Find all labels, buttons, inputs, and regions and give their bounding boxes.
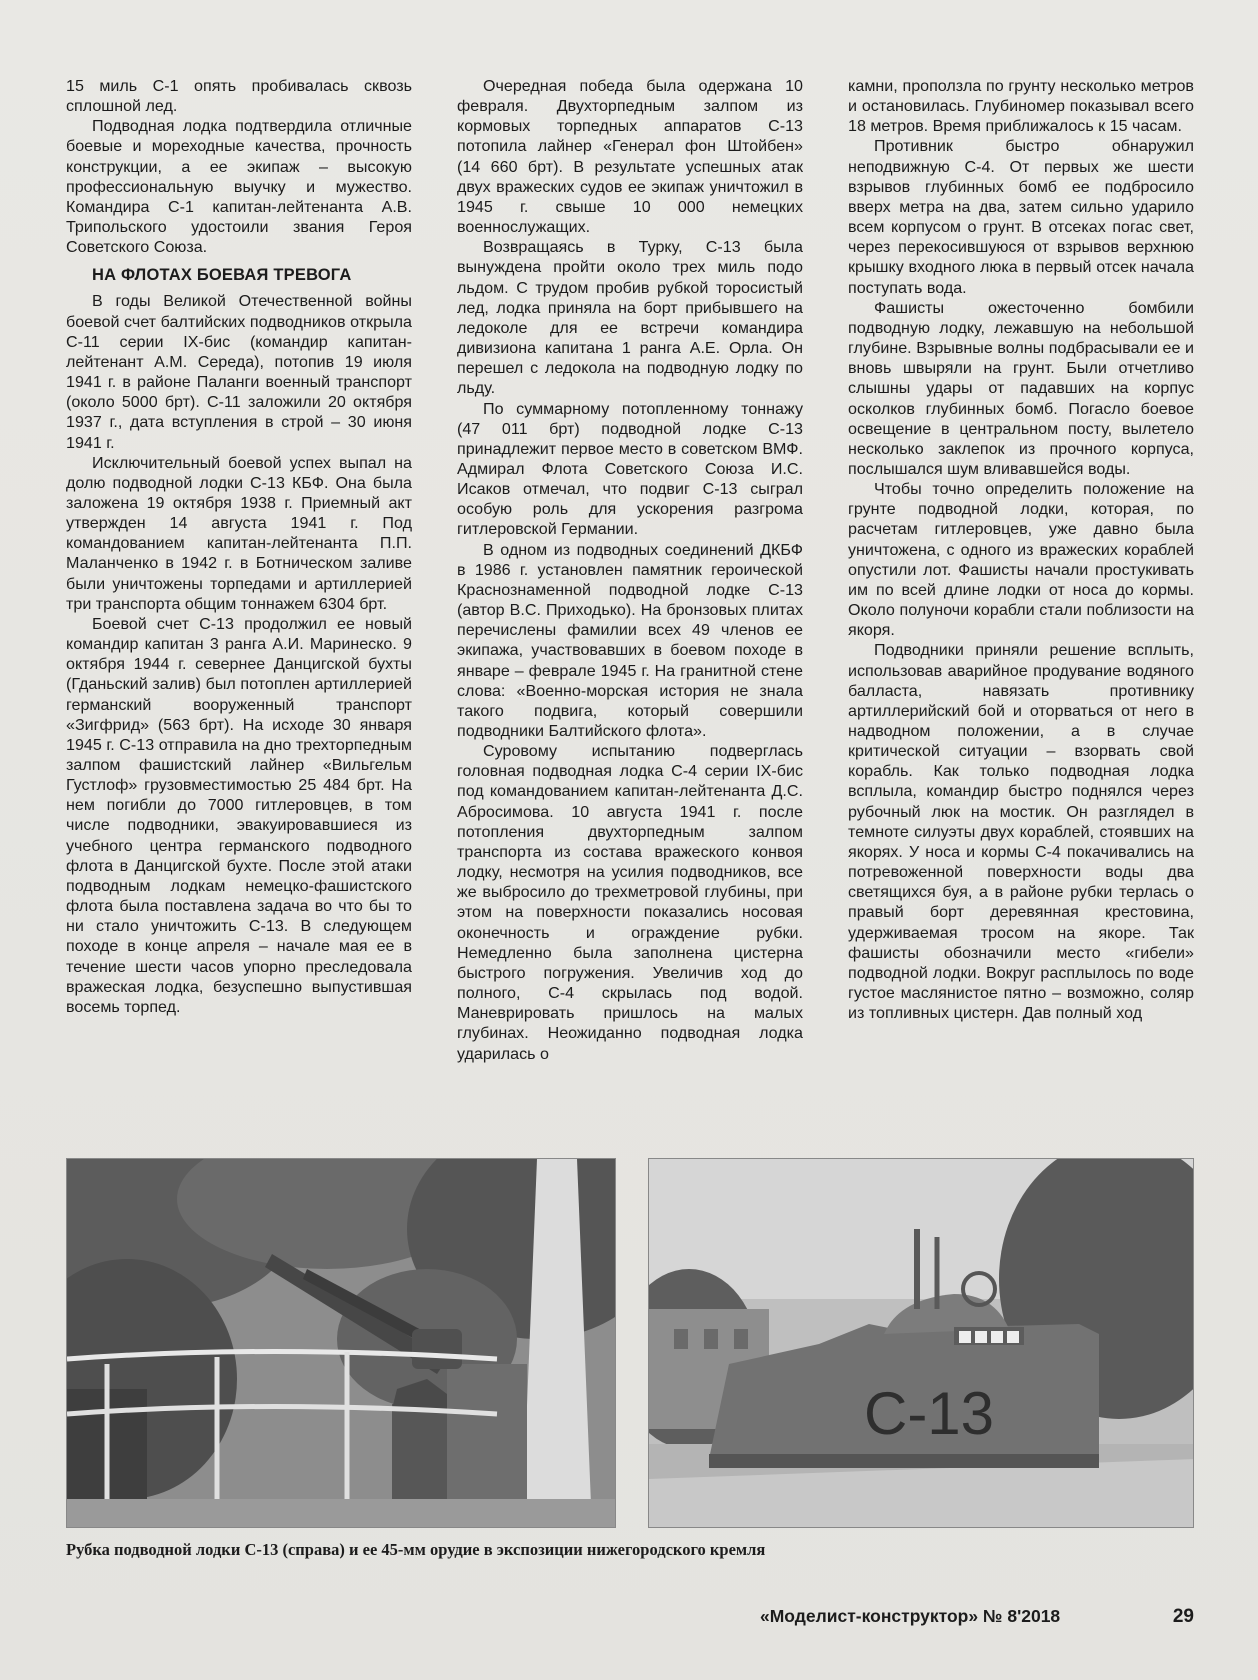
- paragraph: Возвращаясь в Турку, С-13 была вынуждена пройти около трех миль подо льдом. С трудом пробив рубкой торосистый лед, лодка приняла на борт прибывшего на ледоколе для ее встречи командира дивизиона капитана 1 ранга А.Е. Орла. Он перешел с ледокола на подводную лодку по льду.: [457, 238, 803, 398]
- paragraph: По суммарному потопленному тоннажу (47 011 брт) подводной лодке С-13 принадлежит первое место в советском ВМФ. Адмирал Флота Советского Союза И.С. Исаков отмечал, что подвиг С-13 сыграл особую роль для ускорения разгрома гитлеровской Германии.: [457, 399, 803, 539]
- paragraph: Боевой счет С-13 продолжил ее новый командир капитан 3 ранга А.И. Маринеско. 9 октября 1944 г. севернее Данцигской бухты (Гданьский залив) был потоплен артиллерией германский вооруженный транспорт «Зигфрид» (563 брт). На исходе 30 января 1945 г. С-13 отправила на дно трехторпедным залпом фашистский лайнер «Вильгельм Густлоф» грузовместимостью 25 484 брт. На нем погибли до 7000 гитлеровцев, в том числе подводники, эвакуировавшиеся из учебного центра германского подводного флота в Данцигской бухте. После этой атаки подводным лодкам немецко-фашистского флота была поставлена задача во что бы то ни стало уничтожить С-13. В следующем походе в конце апреля – начале мая ее в течение шести часов упорно преследовала вражеская лодка, безуспешно выпустившая восемь торпед.: [66, 614, 412, 1016]
- gun-photo-illustration: [67, 1159, 616, 1528]
- page-footer: [760, 1606, 1194, 1628]
- paragraph: 15 миль С-1 опять пробивалась сквозь сплошной лед.: [66, 77, 412, 116]
- paragraph: В годы Великой Отечественной войны боевой счет балтийских подводников открыла С-11 серии IX-бис (командир капитан-лейтенант А.М. Середа), потопив 19 июля 1941 г. в районе Паланги военный транспорт (около 5000 брт). С-11 заложили 20 октября 1937 г., дата вступления в строй – 30 июня 1941 г.: [66, 292, 412, 452]
- magazine-issue: «Моделист-конструктор» № 8'2018: [760, 1606, 1061, 1626]
- conning-tower-illustration: [649, 1159, 1194, 1528]
- page-number: 29: [1172, 1606, 1194, 1627]
- column-2: [457, 76, 803, 1146]
- paragraph: Противник быстро обнаружил неподвижную С-4. От первых же шести взрывов глубинных бомб ее подбросило вверх метра на два, затем сильно ударило всем корпусом о грунт. В отсеках погас свет, через перекосившуюся от взрывов верхнюю крышку входного люка в первый отсек начала поступать вода.: [848, 137, 1194, 297]
- photo-conning-tower: [648, 1158, 1194, 1528]
- article-columns: [66, 76, 1194, 1146]
- paragraph: Подводная лодка подтвердила отличные боевые и мореходные качества, прочность конструкции, а ее экипаж – высокую профессиональную выучку и мужество. Командира С-1 капитан-лейтенанта А.В. Трипольского удостоили звания Героя Советского Союза.: [66, 117, 412, 257]
- column-3: [848, 76, 1194, 1146]
- photo-caption: Рубка подводной лодки С-13 (справа) и ее 45-мм орудие в экспозиции нижегородского кремля: [66, 1540, 766, 1559]
- paragraph: Фашисты ожесточенно бомбили подводную лодку, лежавшую на небольшой глубине. Взрывные волны подбрасывали ее и вновь швыряли на грунт. Были отчетливо слышны удары от падавших на корпус осколков глубинных бомб. Погасло боевое освещение в центральном посту, вылетело несколько заклепок из прочного корпуса, послышался шум вливавшейся воды.: [848, 298, 1194, 478]
- section-heading: НА ФЛОТАХ БОЕВАЯ ТРЕВОГА: [92, 266, 352, 285]
- photo-gun: [66, 1158, 616, 1528]
- paragraph: Исключительный боевой успех выпал на долю подводной лодки С-13 КБФ. Она была заложена 19 октября 1938 г. Приемный акт утвержден 14 августа 1941 г. Под командованием капитан-лейтенанта П.П. Маланченко в 1942 г. в Ботническом заливе были уничтожены торпедами и артиллерией три транспорта общим тоннажем 6304 брт.: [66, 453, 412, 613]
- hull-number: С-13: [864, 1380, 995, 1447]
- paragraph: В одном из подводных соединений ДКБФ в 1986 г. установлен памятник героической Краснознаменной подводной лодке С-13 (автор В.С. Приходько). На бронзовых плитах перечислены фамилии всех 49 членов ее экипажа, участвовавших в боевом походе в январе – феврале 1945 г. На гранитной стене слова: «Военно-морская история не знала такого подвига, который совершили подводники Балтийского флота».: [457, 540, 803, 740]
- paragraph: Очередная победа была одержана 10 февраля. Двухторпедным залпом из кормовых торпедных аппаратов С-13 потопила лайнер «Генерал фон Штойбен» (14 660 брт). В результате успешных атак двух вражеских судов ее экипаж уничтожил в 1945 г. свыше 10 000 немецких военнослужащих.: [457, 77, 803, 237]
- paragraph: камни, проползла по грунту несколько метров и остановилась. Глубиномер показывал всего 18 метров. Время приближалось к 15 часам.: [848, 77, 1194, 136]
- paragraph: Чтобы точно определить положение на грунте подводной лодки, которая, по расчетам гитлеровцев, уже давно была уничтожена, с одного из вражеских кораблей опустили лот. Фашисты начали простукивать им по всей длине лодки от носа до кормы. Около полуночи корабли стали поблизости на якоря.: [848, 480, 1194, 640]
- photo-row: [66, 1158, 1194, 1528]
- column-1: [66, 76, 412, 1146]
- paragraph: Суровому испытанию подверглась головная подводная лодка С-4 серии IX-бис под командованием капитан-лейтенанта Д.С. Абросимова. 10 августа 1941 г. после потопления двухторпедным залпом транспорта из состава вражеского конвоя лодку, несмотря на усилия подводников, все же выбросило до трехметровой глубины, при этом на поверхности показались носовая оконечность и ограждение рубки. Немедленно была заполнена цистерна быстрого погружения. Увеличив ход до полного, С-4 скрылась под водой. Маневрировать пришлось на малых глубинах. Неожиданно подводная лодка ударилась о: [457, 742, 803, 1063]
- paragraph: Подводники приняли решение всплыть, использовав аварийное продувание водяного балласта, навязать противнику артиллерийский бой и оторваться от него в надводном положении, а в случае критической ситуации – взорвать свой корабль. Как только подводная лодка всплыла, командир быстро поднялся через рубочный люк на мостик. Он разглядел в темноте силуэты двух кораблей, стоявших на якорях. У носа и кормы С-4 покачивались на потревоженной поверхности воды два светящихся буя, а в районе рубки терлась о правый борт деревянная крестовина, удерживаемая тросом на якоре. Так фашисты обозначили место «гибели» подводной лодки. Вокруг расплылось по воде густое маслянистое пятно – возможно, соляр из топливных цистерн. Дав полный ход: [848, 641, 1194, 1023]
